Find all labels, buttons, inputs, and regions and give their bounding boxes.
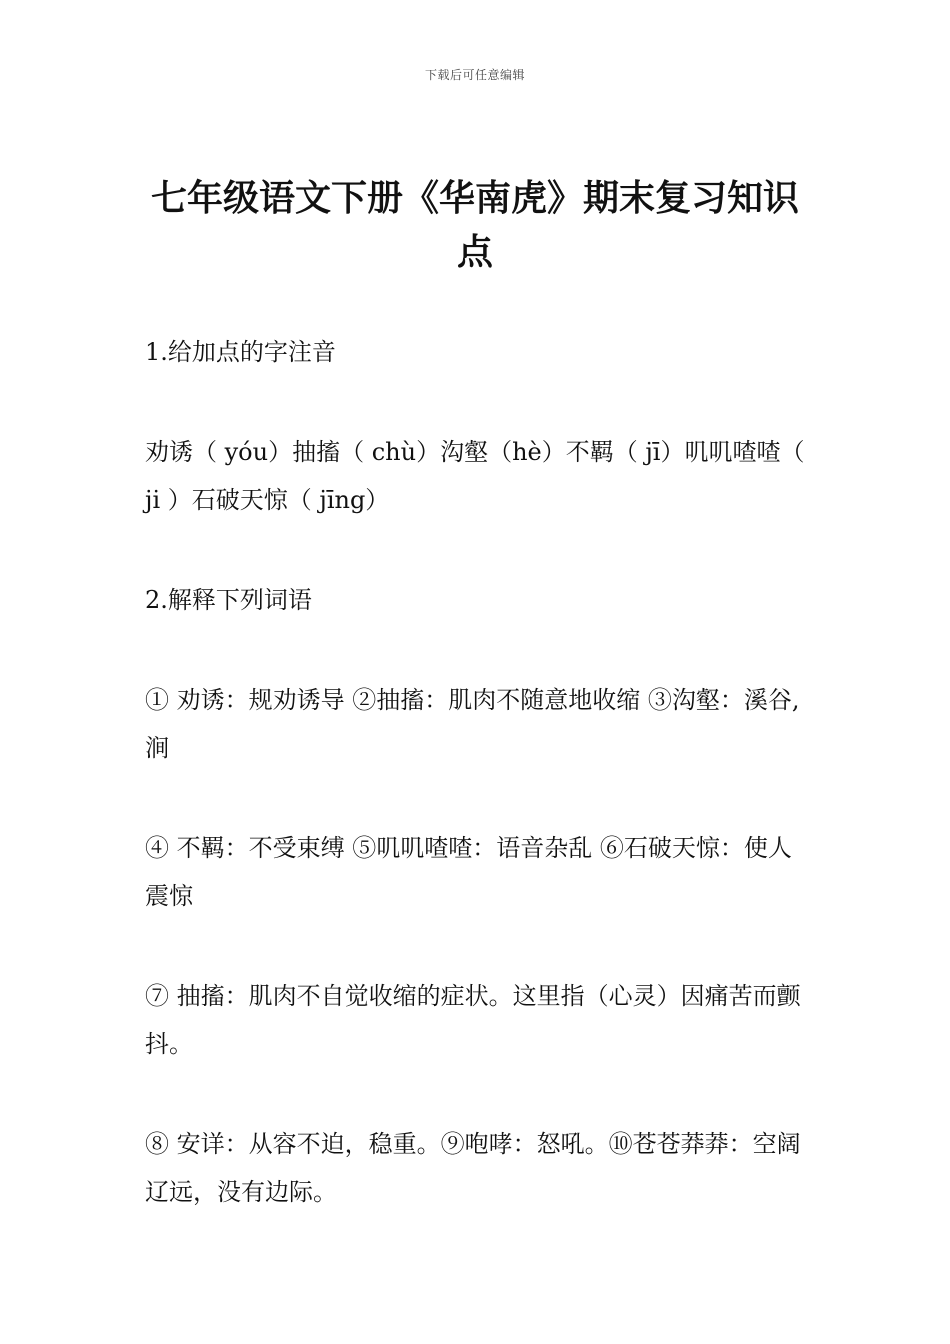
section-heading-definitions: 2.解释下列词语 — [145, 586, 312, 614]
header-note: 下载后可任意编辑 — [424, 68, 525, 82]
document-body — [145, 328, 810, 1268]
definition-item: ⑦ 抽搐：肌肉不自觉收缩的症状。这里指（心灵）因痛苦而颤抖。 — [145, 982, 801, 1058]
definition-item: ④ 不羁：不受束缚 ⑤叽叽喳喳：语音杂乱 ⑥石破天惊：使人震惊 — [145, 834, 792, 910]
definition-item: ⑧ 安详：从容不迫，稳重。⑨咆哮：怒吼。⑩苍苍莽莽：空阔辽远，没有边际。 — [145, 1130, 801, 1206]
document-title: 七年级语文下册《华南虎》期末复习知识点 — [150, 178, 799, 273]
section-heading-pinyin: 1.给加点的字注音 — [145, 338, 336, 366]
pinyin-list: 劝诱（ yóu）抽搐（ chù）沟壑（hè）不羁（ jī）叽叽喳喳（ ji ）石破天惊（ jīng） — [145, 438, 805, 514]
definition-item: ① 劝诱：规劝诱导 ②抽搐：肌肉不随意地收缩 ③沟壑：溪谷,涧 — [145, 686, 800, 762]
